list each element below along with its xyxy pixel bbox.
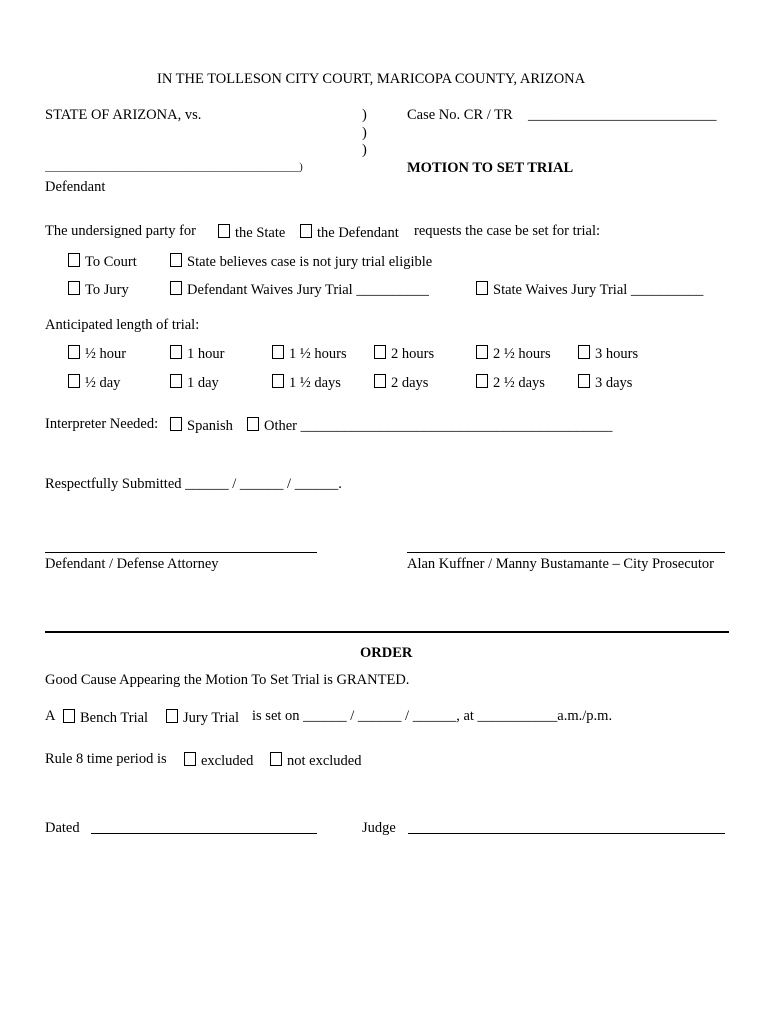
- checkbox-icon[interactable]: [170, 417, 182, 431]
- section-divider: [45, 631, 729, 633]
- checkbox-icon[interactable]: [272, 374, 284, 388]
- length-option[interactable]: [578, 374, 632, 391]
- submitted-line[interactable]: Respectfully Submitted ______ / ______ / ______.: [45, 476, 342, 492]
- option-state-waives[interactable]: [476, 281, 703, 298]
- option-excluded-label: excluded: [201, 753, 254, 769]
- length-option[interactable]: [476, 345, 551, 362]
- length-option-label: 3 hours: [595, 346, 639, 362]
- checkbox-icon[interactable]: [184, 752, 196, 766]
- dated-line[interactable]: [91, 833, 317, 834]
- checkbox-icon[interactable]: [68, 253, 80, 267]
- court-heading: IN THE TOLLESON CITY COURT, MARICOPA COUNTY, ARIZONA: [157, 71, 586, 87]
- order-set-on[interactable]: is set on ______ / ______ / ______, at ___________a.m./p.m.: [252, 708, 613, 724]
- checkbox-icon[interactable]: [63, 709, 75, 723]
- checkbox-icon[interactable]: [170, 253, 182, 267]
- caption-paren: ): [362, 107, 367, 123]
- option-other-label: Other ___________________________________________: [264, 418, 613, 434]
- length-option-label: 2 ½ hours: [493, 346, 551, 362]
- option-excluded[interactable]: [184, 752, 253, 769]
- interpreter-label: Interpreter Needed:: [45, 416, 159, 432]
- checkbox-icon[interactable]: [68, 281, 80, 295]
- defense-signature-label: Defendant / Defense Attorney: [45, 556, 219, 572]
- length-option-label: 1 hour: [187, 346, 225, 362]
- case-no-field[interactable]: __________________________: [528, 107, 717, 123]
- judge-signature-line[interactable]: [408, 833, 725, 834]
- rule8-label: Rule 8 time period is: [45, 751, 167, 767]
- order-granted: Good Cause Appearing the Motion To Set Trial is GRANTED.: [45, 672, 410, 688]
- checkbox-icon[interactable]: [578, 345, 590, 359]
- checkbox-icon[interactable]: [68, 374, 80, 388]
- length-option[interactable]: [170, 374, 219, 391]
- option-to-court[interactable]: [68, 253, 137, 270]
- option-spanish[interactable]: [170, 417, 233, 434]
- prosecutor-signature-label: Alan Kuffner / Manny Bustamante – City Prosecutor: [407, 556, 714, 572]
- plaintiff-label: STATE OF ARIZONA, vs.: [45, 107, 202, 123]
- defendant-name-line[interactable]: _____________________________________________________): [45, 162, 303, 173]
- checkbox-icon[interactable]: [170, 281, 182, 295]
- length-option-label: 2 ½ days: [493, 375, 545, 391]
- checkbox-icon[interactable]: [374, 374, 386, 388]
- defendant-label: Defendant: [45, 179, 106, 195]
- length-option-label: ½ hour: [85, 346, 127, 362]
- checkbox-icon[interactable]: [476, 345, 488, 359]
- length-option[interactable]: [170, 345, 224, 362]
- option-def-waives-label: Defendant Waives Jury Trial __________: [187, 282, 429, 298]
- checkbox-icon[interactable]: [68, 345, 80, 359]
- motion-title: MOTION TO SET TRIAL: [407, 160, 574, 176]
- option-defendant[interactable]: [300, 224, 399, 241]
- length-option[interactable]: [68, 374, 120, 391]
- length-option[interactable]: [272, 345, 347, 362]
- length-option[interactable]: [374, 374, 428, 391]
- length-option[interactable]: [272, 374, 341, 391]
- option-not-jury-eligible[interactable]: [170, 253, 432, 270]
- option-to-jury[interactable]: [68, 281, 129, 298]
- length-option-label: 1 ½ days: [289, 375, 341, 391]
- request-prefix: The undersigned party for: [45, 223, 196, 239]
- option-not-excluded-label: not excluded: [287, 753, 362, 769]
- checkbox-icon[interactable]: [170, 345, 182, 359]
- case-no-label: Case No. CR / TR: [407, 107, 513, 123]
- option-state-label: the State: [235, 225, 286, 241]
- checkbox-icon[interactable]: [270, 752, 282, 766]
- option-bench-trial-label: Bench Trial: [80, 710, 149, 726]
- option-state[interactable]: [218, 224, 285, 241]
- order-title: ORDER: [360, 645, 413, 661]
- length-option[interactable]: [374, 345, 434, 362]
- length-option-label: ½ day: [85, 375, 121, 391]
- option-spanish-label: Spanish: [187, 418, 233, 434]
- option-jury-trial-label: Jury Trial: [183, 710, 240, 726]
- length-option-label: 2 days: [391, 375, 429, 391]
- length-option-label: 1 day: [187, 375, 219, 391]
- checkbox-icon[interactable]: [166, 709, 178, 723]
- option-bench-trial[interactable]: [63, 709, 148, 726]
- option-state-waives-label: State Waives Jury Trial __________: [493, 282, 704, 298]
- checkbox-icon[interactable]: [247, 417, 259, 431]
- option-to-jury-label: To Jury: [85, 282, 129, 298]
- caption-paren: ): [362, 142, 367, 158]
- option-to-court-label: To Court: [85, 254, 137, 270]
- dated-label: Dated: [45, 820, 80, 836]
- option-other[interactable]: [247, 417, 612, 434]
- length-option[interactable]: [476, 374, 545, 391]
- checkbox-icon[interactable]: [300, 224, 312, 238]
- length-option[interactable]: [578, 345, 638, 362]
- option-jury-trial[interactable]: [166, 709, 239, 726]
- checkbox-icon[interactable]: [272, 345, 284, 359]
- order-a-label: A: [45, 708, 56, 724]
- checkbox-icon[interactable]: [476, 374, 488, 388]
- checkbox-icon[interactable]: [374, 345, 386, 359]
- option-not-excluded[interactable]: [270, 752, 362, 769]
- option-defendant-label: the Defendant: [317, 225, 399, 241]
- length-label: Anticipated length of trial:: [45, 317, 200, 333]
- defense-signature-line[interactable]: [45, 552, 317, 553]
- option-def-waives[interactable]: [170, 281, 429, 298]
- prosecutor-signature-line[interactable]: [407, 552, 725, 553]
- checkbox-icon[interactable]: [476, 281, 488, 295]
- length-option[interactable]: [68, 345, 126, 362]
- option-not-jury-eligible-label: State believes case is not jury trial eligible: [187, 254, 433, 270]
- length-option-label: 3 days: [595, 375, 633, 391]
- length-option-label: 1 ½ hours: [289, 346, 347, 362]
- caption-paren: ): [362, 125, 367, 141]
- checkbox-icon[interactable]: [170, 374, 182, 388]
- judge-label: Judge: [362, 820, 396, 836]
- request-suffix: requests the case be set for trial:: [414, 223, 601, 239]
- length-option-label: 2 hours: [391, 346, 435, 362]
- checkbox-icon[interactable]: [218, 224, 230, 238]
- checkbox-icon[interactable]: [578, 374, 590, 388]
